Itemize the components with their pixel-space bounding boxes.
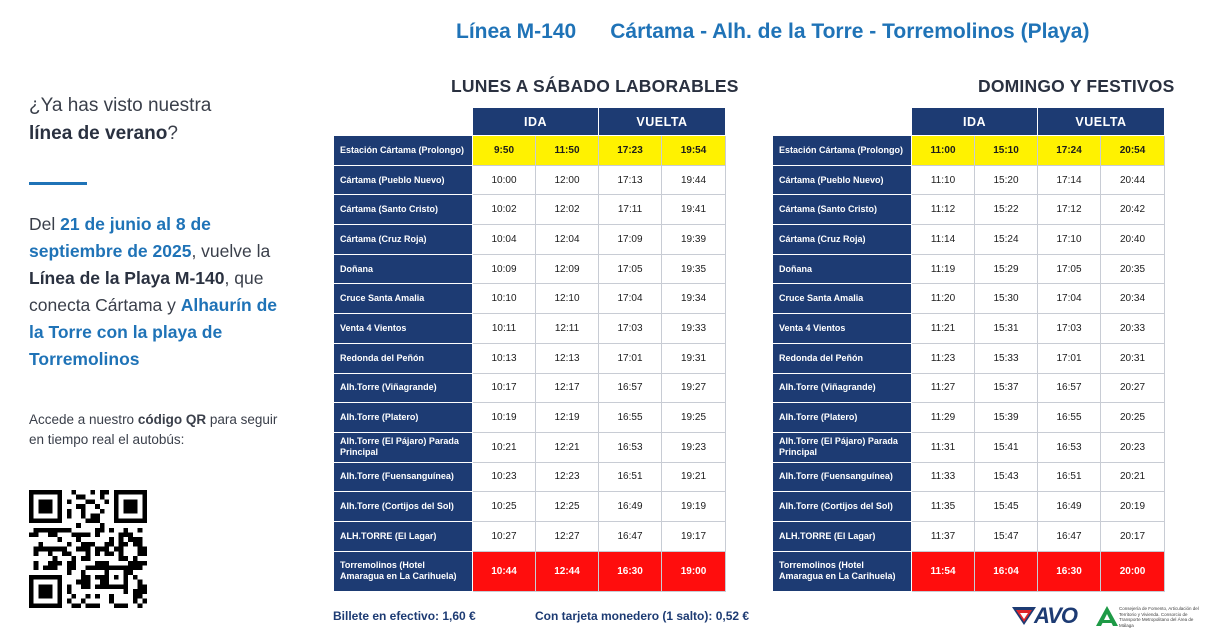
- avo-logo: AVO: [1012, 603, 1078, 629]
- time-cell: 19:44: [662, 165, 726, 195]
- time-cell: 17:10: [1038, 225, 1101, 255]
- time-cell: 10:23: [473, 462, 536, 492]
- time-cell: 15:10: [975, 136, 1038, 166]
- stop-name: Torremolinos (Hotel Amaragua en La Carihuela): [334, 551, 473, 591]
- table-row: [773, 195, 1165, 225]
- time-cell: 16:57: [1038, 373, 1101, 403]
- time-cell: 20:40: [1101, 225, 1165, 255]
- table-row: [334, 492, 726, 522]
- promo-question: ¿Ya has visto nuestra línea de verano?: [29, 95, 212, 144]
- time-cell: 20:54: [1101, 136, 1165, 166]
- table-row: [773, 373, 1165, 403]
- table-row: [773, 314, 1165, 344]
- time-cell: 11:54: [912, 551, 975, 591]
- table-row: [773, 521, 1165, 551]
- time-cell: 20:34: [1101, 284, 1165, 314]
- time-cell: 10:44: [473, 551, 536, 591]
- time-cell: 12:13: [536, 343, 599, 373]
- table-row: [773, 551, 1165, 591]
- time-cell: 20:17: [1101, 521, 1165, 551]
- divider: [29, 182, 87, 185]
- time-cell: 15:43: [975, 462, 1038, 492]
- time-cell: 17:09: [599, 225, 662, 255]
- time-cell: 11:12: [912, 195, 975, 225]
- time-cell: 20:21: [1101, 462, 1165, 492]
- junta-text: Consejería de Fomento, Articulación del Territorio y Vivienda. Consorcio de Transporte Metropolitano del Área de Málaga: [1119, 606, 1199, 628]
- table-row: [773, 343, 1165, 373]
- stop-name: ALH.TORRE (El Lagar): [773, 521, 912, 551]
- time-cell: 9:50: [473, 136, 536, 166]
- time-cell: 17:05: [599, 254, 662, 284]
- time-cell: 10:13: [473, 343, 536, 373]
- stop-name: Cártama (Pueblo Nuevo): [773, 165, 912, 195]
- time-cell: 19:34: [662, 284, 726, 314]
- time-cell: 17:03: [599, 314, 662, 344]
- time-cell: 19:19: [662, 492, 726, 522]
- time-cell: 16:55: [599, 403, 662, 433]
- stop-name: Alh.Torre (Viñagrande): [773, 373, 912, 403]
- time-cell: 16:49: [599, 492, 662, 522]
- table-row: [773, 462, 1165, 492]
- time-cell: 17:03: [1038, 314, 1101, 344]
- time-cell: 19:35: [662, 254, 726, 284]
- table-row: [334, 314, 726, 344]
- avo-mark-icon: [1012, 607, 1036, 627]
- time-cell: 10:10: [473, 284, 536, 314]
- stop-name: ALH.TORRE (El Lagar): [334, 521, 473, 551]
- time-cell: 12:00: [536, 165, 599, 195]
- route-name: Cártama - Alh. de la Torre - Torremolinos (Playa): [610, 20, 1090, 43]
- time-cell: 20:44: [1101, 165, 1165, 195]
- promo-panel: [29, 92, 289, 450]
- table-row: [334, 343, 726, 373]
- time-cell: 10:19: [473, 403, 536, 433]
- time-cell: 11:10: [912, 165, 975, 195]
- time-cell: 16:04: [975, 551, 1038, 591]
- time-cell: 15:22: [975, 195, 1038, 225]
- time-cell: 17:04: [599, 284, 662, 314]
- time-cell: 16:30: [1038, 551, 1101, 591]
- time-cell: 10:21: [473, 432, 536, 462]
- weekday-timetable: [333, 107, 725, 592]
- time-cell: 12:02: [536, 195, 599, 225]
- time-cell: 17:12: [1038, 195, 1101, 225]
- time-cell: 11:35: [912, 492, 975, 522]
- header-spacer: [334, 108, 473, 136]
- time-cell: 15:45: [975, 492, 1038, 522]
- time-cell: 16:51: [599, 462, 662, 492]
- time-cell: 17:01: [1038, 343, 1101, 373]
- stop-name: Estación Cártama (Prolongo): [773, 136, 912, 166]
- vuelta-header: VUELTA: [599, 108, 726, 136]
- stop-name: Redonda del Peñón: [773, 343, 912, 373]
- weekday-title: LUNES A SÁBADO LABORABLES: [451, 76, 739, 96]
- time-cell: 20:31: [1101, 343, 1165, 373]
- junta-andalucia-logo-icon: [1092, 604, 1122, 628]
- time-cell: 20:19: [1101, 492, 1165, 522]
- time-cell: 11:27: [912, 373, 975, 403]
- stop-name: Alh.Torre (Cortijos del Sol): [334, 492, 473, 522]
- qr-code[interactable]: [29, 490, 147, 608]
- time-cell: 20:33: [1101, 314, 1165, 344]
- time-cell: 15:33: [975, 343, 1038, 373]
- time-cell: 16:53: [599, 432, 662, 462]
- stop-name: Alh.Torre (Platero): [773, 403, 912, 433]
- time-cell: 19:31: [662, 343, 726, 373]
- ida-header: IDA: [912, 108, 1038, 136]
- stop-name: Alh.Torre (Platero): [334, 403, 473, 433]
- table-row: [334, 432, 726, 462]
- stop-name: Venta 4 Vientos: [773, 314, 912, 344]
- time-cell: 16:47: [1038, 521, 1101, 551]
- time-cell: 19:54: [662, 136, 726, 166]
- page-title: [456, 20, 1089, 48]
- time-cell: 10:17: [473, 373, 536, 403]
- table-row: [334, 195, 726, 225]
- cash-fare: Billete en efectivo: 1,60 €: [333, 609, 476, 623]
- time-cell: 11:00: [912, 136, 975, 166]
- time-cell: 17:24: [1038, 136, 1101, 166]
- stop-name: Doñana: [773, 254, 912, 284]
- time-cell: 15:41: [975, 432, 1038, 462]
- time-cell: 12:44: [536, 551, 599, 591]
- time-cell: 19:33: [662, 314, 726, 344]
- time-cell: 19:00: [662, 551, 726, 591]
- card-fare: Con tarjeta monedero (1 salto): 0,52 €: [535, 609, 750, 623]
- time-cell: 20:42: [1101, 195, 1165, 225]
- table-row: [334, 521, 726, 551]
- time-cell: 16:30: [599, 551, 662, 591]
- table-row: [773, 432, 1165, 462]
- time-cell: 17:01: [599, 343, 662, 373]
- time-cell: 12:17: [536, 373, 599, 403]
- time-cell: 12:09: [536, 254, 599, 284]
- time-cell: 19:21: [662, 462, 726, 492]
- time-cell: 16:49: [1038, 492, 1101, 522]
- time-cell: 11:23: [912, 343, 975, 373]
- time-cell: 12:04: [536, 225, 599, 255]
- time-cell: 19:41: [662, 195, 726, 225]
- promo-description: Del 21 de junio al 8 de septiembre de 2025, vuelve la Línea de la Playa M-140, que conecta Cártama y Alhaurín de la Torre con la playa de Torremolinos: [29, 214, 277, 369]
- time-cell: 20:25: [1101, 403, 1165, 433]
- stop-name: Cártama (Pueblo Nuevo): [334, 165, 473, 195]
- time-cell: 10:09: [473, 254, 536, 284]
- table-row: [334, 136, 726, 166]
- time-cell: 17:14: [1038, 165, 1101, 195]
- time-cell: 11:20: [912, 284, 975, 314]
- time-cell: 12:10: [536, 284, 599, 314]
- table-row: [334, 403, 726, 433]
- time-cell: 11:29: [912, 403, 975, 433]
- stop-name: Estación Cártama (Prolongo): [334, 136, 473, 166]
- table-row: [334, 551, 726, 591]
- stop-name: Torremolinos (Hotel Amaragua en La Carihuela): [773, 551, 912, 591]
- table-row: [334, 225, 726, 255]
- stop-name: Cruce Santa Amalia: [773, 284, 912, 314]
- time-cell: 15:29: [975, 254, 1038, 284]
- stop-name: Doñana: [334, 254, 473, 284]
- time-cell: 11:14: [912, 225, 975, 255]
- time-cell: 10:04: [473, 225, 536, 255]
- table-row: [334, 165, 726, 195]
- time-cell: 12:19: [536, 403, 599, 433]
- time-cell: 11:50: [536, 136, 599, 166]
- time-cell: 11:21: [912, 314, 975, 344]
- time-cell: 17:11: [599, 195, 662, 225]
- qr-intro: Accede a nuestro código QR para seguir en tiempo real el autobús:: [29, 412, 278, 447]
- table-row: [334, 284, 726, 314]
- time-cell: 20:27: [1101, 373, 1165, 403]
- stop-name: Redonda del Peñón: [334, 343, 473, 373]
- table-row: [773, 284, 1165, 314]
- header-spacer: [773, 108, 912, 136]
- time-cell: 15:37: [975, 373, 1038, 403]
- time-cell: 20:35: [1101, 254, 1165, 284]
- time-cell: 10:25: [473, 492, 536, 522]
- time-cell: 12:11: [536, 314, 599, 344]
- time-cell: 12:21: [536, 432, 599, 462]
- table-row: [334, 462, 726, 492]
- time-cell: 19:27: [662, 373, 726, 403]
- holiday-timetable: [772, 107, 1164, 592]
- stop-name: Cártama (Santo Cristo): [334, 195, 473, 225]
- time-cell: 17:04: [1038, 284, 1101, 314]
- time-cell: 16:51: [1038, 462, 1101, 492]
- table-row: [773, 165, 1165, 195]
- time-cell: 20:23: [1101, 432, 1165, 462]
- time-cell: 15:39: [975, 403, 1038, 433]
- time-cell: 15:31: [975, 314, 1038, 344]
- time-cell: 12:27: [536, 521, 599, 551]
- stop-name: Cártama (Santo Cristo): [773, 195, 912, 225]
- time-cell: 19:17: [662, 521, 726, 551]
- time-cell: 12:23: [536, 462, 599, 492]
- time-cell: 11:37: [912, 521, 975, 551]
- time-cell: 15:47: [975, 521, 1038, 551]
- table-row: [773, 492, 1165, 522]
- time-cell: 19:25: [662, 403, 726, 433]
- stop-name: Alh.Torre (Fuensanguínea): [773, 462, 912, 492]
- time-cell: 20:00: [1101, 551, 1165, 591]
- time-cell: 11:19: [912, 254, 975, 284]
- table-row: [773, 403, 1165, 433]
- time-cell: 17:13: [599, 165, 662, 195]
- time-cell: 19:39: [662, 225, 726, 255]
- time-cell: 16:57: [599, 373, 662, 403]
- table-row: [334, 373, 726, 403]
- time-cell: 10:11: [473, 314, 536, 344]
- stop-name: Venta 4 Vientos: [334, 314, 473, 344]
- time-cell: 16:53: [1038, 432, 1101, 462]
- stop-name: Cártama (Cruz Roja): [334, 225, 473, 255]
- table-row: [334, 254, 726, 284]
- time-cell: 16:47: [599, 521, 662, 551]
- time-cell: 10:02: [473, 195, 536, 225]
- time-cell: 15:30: [975, 284, 1038, 314]
- time-cell: 19:23: [662, 432, 726, 462]
- time-cell: 17:05: [1038, 254, 1101, 284]
- stop-name: Alh.Torre (Cortijos del Sol): [773, 492, 912, 522]
- stop-name: Alh.Torre (El Pájaro) Parada Principal: [773, 432, 912, 462]
- stop-name: Alh.Torre (El Pájaro) Parada Principal: [334, 432, 473, 462]
- stop-name: Alh.Torre (Fuensanguínea): [334, 462, 473, 492]
- stop-name: Cruce Santa Amalia: [334, 284, 473, 314]
- stop-name: Alh.Torre (Viñagrande): [334, 373, 473, 403]
- time-cell: 15:20: [975, 165, 1038, 195]
- stop-name: Cártama (Cruz Roja): [773, 225, 912, 255]
- table-row: [773, 136, 1165, 166]
- time-cell: 17:23: [599, 136, 662, 166]
- ida-header: IDA: [473, 108, 599, 136]
- time-cell: 11:33: [912, 462, 975, 492]
- time-cell: 10:27: [473, 521, 536, 551]
- table-row: [773, 254, 1165, 284]
- time-cell: 11:31: [912, 432, 975, 462]
- vuelta-header: VUELTA: [1038, 108, 1165, 136]
- table-row: [773, 225, 1165, 255]
- holiday-title: DOMINGO Y FESTIVOS: [978, 76, 1175, 96]
- time-cell: 10:00: [473, 165, 536, 195]
- time-cell: 16:55: [1038, 403, 1101, 433]
- time-cell: 15:24: [975, 225, 1038, 255]
- line-name: Línea M-140: [456, 20, 577, 43]
- time-cell: 12:25: [536, 492, 599, 522]
